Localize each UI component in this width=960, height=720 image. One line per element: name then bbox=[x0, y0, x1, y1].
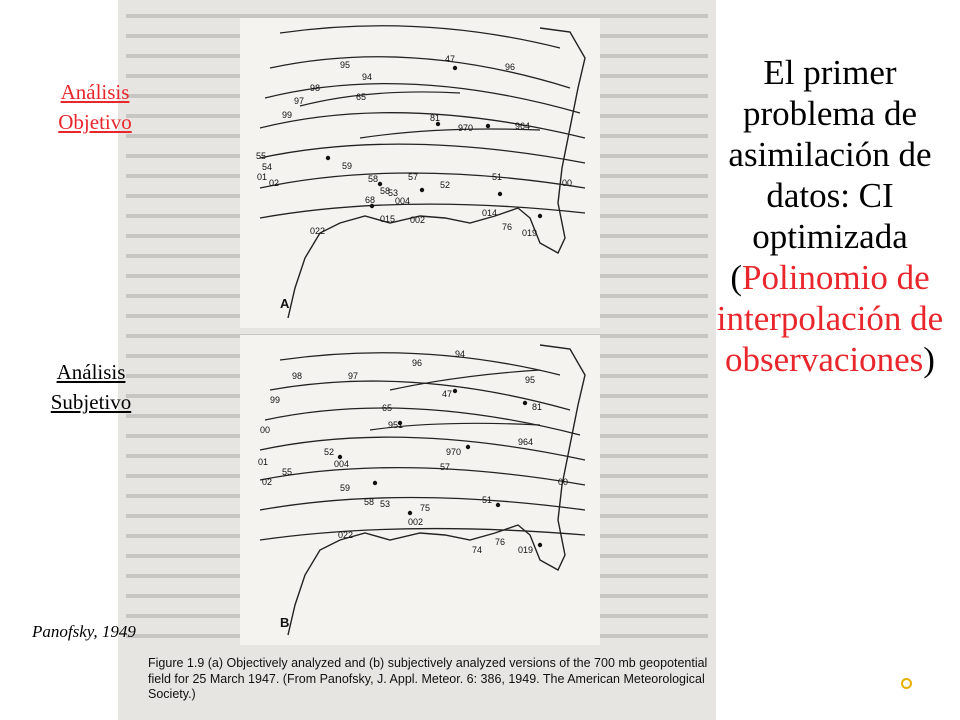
contour-label: 01 bbox=[258, 457, 269, 467]
contour-label: 022 bbox=[338, 530, 354, 540]
contour-label: 57 bbox=[440, 462, 451, 472]
contour-label: 00 bbox=[260, 425, 271, 435]
contour-label: 019 bbox=[522, 228, 538, 238]
contour-label: 96 bbox=[505, 62, 516, 72]
contour-label: 99 bbox=[270, 395, 281, 405]
panel-letter-a: A bbox=[280, 296, 290, 311]
contour-label: 68 bbox=[365, 195, 376, 205]
contour-label: 00 bbox=[562, 178, 573, 188]
contour-label: 94 bbox=[362, 72, 373, 82]
contour-label: 58 bbox=[380, 186, 391, 196]
contour-label: 95 bbox=[340, 60, 351, 70]
contour-label: 52 bbox=[324, 447, 335, 457]
map-panel-b bbox=[240, 335, 600, 645]
citation: Panofsky, 1949 bbox=[32, 622, 136, 641]
contour-label: 54 bbox=[262, 162, 273, 172]
contour-label: 65 bbox=[382, 403, 393, 413]
contour-label: 53 bbox=[380, 499, 391, 509]
contour-label: 75 bbox=[420, 503, 431, 513]
contour-label: 022 bbox=[310, 226, 326, 236]
figure-caption: Figure 1.9 (a) Objectively analyzed and (b) subjectively analyzed versions of the 700 mb geopotential field for 25 March 1947. (From Panofsky, J. Appl. Meteor. 6: 386, 1949. The American Meteorological Society.) bbox=[148, 656, 708, 701]
contour-label: 970 bbox=[458, 123, 474, 133]
contour-label: 76 bbox=[502, 222, 513, 232]
title-highlight: Polinomio de interpolación de observaciones bbox=[716, 258, 944, 379]
contour-label: 01 bbox=[257, 172, 268, 182]
slide-nav-dot-icon[interactable] bbox=[901, 678, 912, 689]
contour-label: 81 bbox=[532, 402, 543, 412]
contour-label: 47 bbox=[445, 54, 456, 64]
contour-label: 76 bbox=[495, 537, 506, 547]
contour-label: 951 bbox=[388, 420, 404, 430]
contour-label: 52 bbox=[440, 180, 451, 190]
label-subjective-analysis[interactable]: Análisis Subjetivo bbox=[50, 360, 132, 414]
contour-label: 58 bbox=[368, 174, 379, 184]
label-objective-analysis[interactable]: Análisis Objetivo bbox=[58, 80, 132, 134]
contour-label: 002 bbox=[410, 215, 426, 225]
contour-label: 51 bbox=[492, 172, 503, 182]
contour-label: 94 bbox=[455, 349, 466, 359]
contour-label: 55 bbox=[256, 151, 267, 161]
map-panel-a bbox=[240, 18, 600, 328]
contour-label: 74 bbox=[472, 545, 483, 555]
contour-label: 95 bbox=[525, 375, 536, 385]
contour-label: 55 bbox=[282, 467, 293, 477]
contour-label: 970 bbox=[446, 447, 462, 457]
contour-label: 57 bbox=[408, 172, 419, 182]
contour-label: 014 bbox=[482, 208, 498, 218]
contour-label: 019 bbox=[518, 545, 534, 555]
contour-label: 98 bbox=[292, 371, 303, 381]
contour-label: 58 bbox=[364, 497, 375, 507]
contour-label: 97 bbox=[294, 96, 305, 106]
panel-letter-b: B bbox=[280, 615, 290, 630]
contour-label: 96 bbox=[412, 358, 423, 368]
contour-label: 97 bbox=[348, 371, 359, 381]
contour-label: 81 bbox=[430, 113, 441, 123]
contour-label: 99 bbox=[282, 110, 293, 120]
contour-label: 59 bbox=[340, 483, 351, 493]
contour-label: 59 bbox=[342, 161, 353, 171]
contour-label: 65 bbox=[356, 92, 367, 102]
title-closing: ) bbox=[923, 340, 935, 379]
contour-label: 53 bbox=[388, 188, 399, 198]
contour-label: 02 bbox=[269, 178, 280, 188]
contour-label: 004 bbox=[395, 196, 411, 206]
contour-label: 964 bbox=[518, 437, 534, 447]
contour-label: 00 bbox=[558, 477, 569, 487]
contour-label: 51 bbox=[482, 495, 493, 505]
title-text: El primer problema de asimilación de datos: CI optimizada ( bbox=[728, 53, 932, 297]
slide-title bbox=[714, 52, 946, 380]
contour-label: 002 bbox=[408, 517, 424, 527]
contour-label: 02 bbox=[262, 477, 273, 487]
contour-label: 004 bbox=[334, 459, 350, 469]
contour-label: 015 bbox=[380, 214, 396, 224]
contour-label: 47 bbox=[442, 389, 453, 399]
contour-label: 98 bbox=[310, 83, 321, 93]
contour-label: 964 bbox=[515, 121, 531, 131]
